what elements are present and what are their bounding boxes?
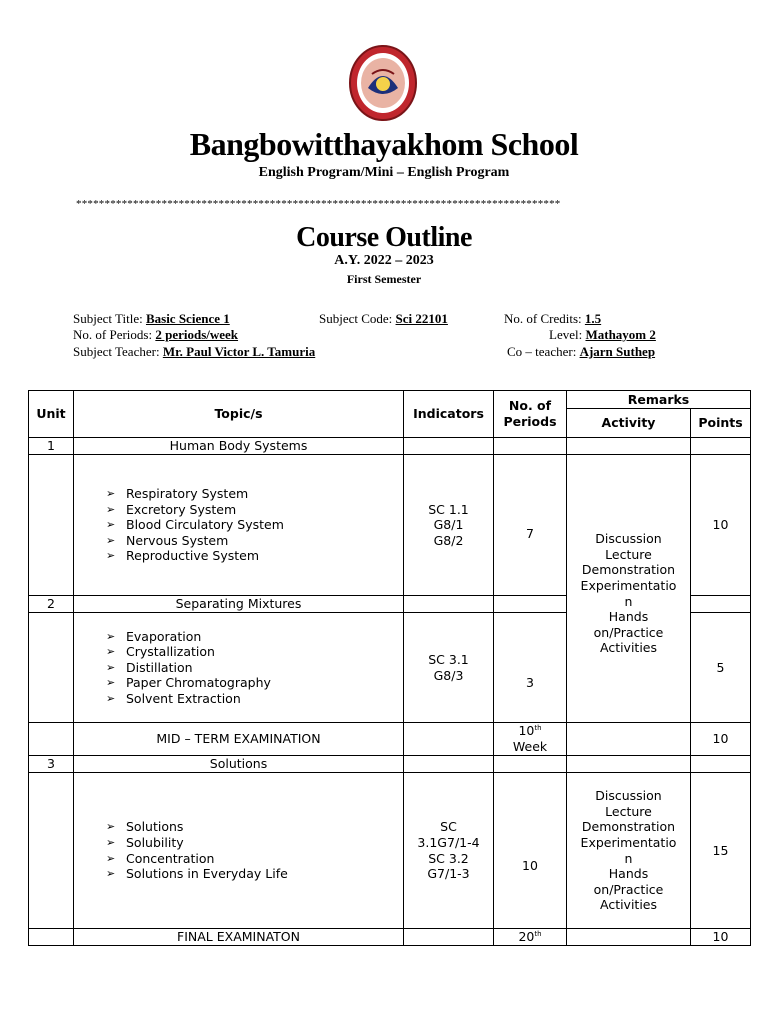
cell-line: Lecture (605, 803, 652, 819)
cell-line: G8/1 (433, 517, 464, 533)
unit1-periods: 7 (494, 455, 567, 596)
periods-field: No. of Periods: 2 periods/week (73, 327, 239, 342)
unit2-periods: 3 (494, 613, 567, 723)
header-indicators: Indicators (404, 391, 494, 438)
coteacher-value: Ajarn Suthep (579, 344, 656, 359)
cell-line: SC 3.2 (428, 850, 469, 866)
topic-item: ➢ Distillation (106, 660, 401, 676)
header-remarks: Remarks (567, 391, 751, 409)
midterm-exam-label: MID – TERM EXAMINATION (74, 723, 404, 756)
cell-line: Demonstration (581, 819, 676, 835)
separator-line: ************************************************************************************* (76, 198, 561, 210)
topic-item: ➢ Solvent Extraction (106, 691, 401, 707)
unit-number: 3 (29, 756, 74, 773)
cell-line: n (624, 593, 633, 609)
subject-code-field: Subject Code: Sci 22101 (319, 311, 448, 326)
teacher-field: Subject Teacher: Mr. Paul Victor L. Tamuria (73, 344, 316, 359)
topic-item: ➢ Nervous System (106, 533, 401, 549)
cell-line: Discussion (595, 531, 662, 547)
document-title: Course Outline (296, 222, 472, 253)
unit3-points: 15 (691, 773, 751, 929)
unit3-periods: 10 (494, 773, 567, 929)
cell-line: Activities (599, 897, 658, 913)
cell-line: G8/2 (433, 532, 464, 548)
level-field: Level: Mathayom 2 (549, 327, 656, 342)
subject-code-value: Sci 22101 (395, 311, 448, 326)
subject-title-value: Basic Science 1 (145, 311, 230, 326)
school-name: Bangbowitthayakhom School (189, 126, 579, 162)
header-activity: Activity (567, 409, 691, 438)
unit1-points: 10 (691, 455, 751, 596)
topic-item: ➢ Solutions in Everyday Life (106, 866, 401, 882)
topic-item: ➢ Solutions (106, 819, 401, 835)
unit-title: Separating Mixtures (74, 596, 404, 613)
unit3-indicators (404, 773, 494, 929)
school-logo (348, 44, 418, 122)
teacher-value: Mr. Paul Victor L. Tamuria (162, 344, 316, 359)
header-topics: Topic/s (74, 391, 404, 438)
academic-year: A.Y. 2022 – 2023 (334, 253, 434, 268)
level-value: Mathayom 2 (585, 327, 656, 342)
topic-item: ➢ Respiratory System (106, 486, 401, 502)
cell-line: SC 1.1 (428, 501, 469, 517)
header-points: Points (691, 409, 751, 438)
unit-number: 1 (29, 438, 74, 455)
unit2-indicators (404, 613, 494, 723)
program-name: English Program/Mini – English Program (258, 165, 510, 180)
unit3-topic-list (76, 819, 401, 881)
cell-line: Lecture (605, 546, 652, 562)
midterm-points: 10 (691, 723, 751, 756)
periods-value: 2 periods/week (155, 327, 239, 342)
cell-line: on/Practice (593, 624, 664, 640)
cell-line: Experimentatio (580, 834, 677, 850)
cell-line: on/Practice (593, 881, 664, 897)
cell-line: Experimentatio (580, 577, 677, 593)
subject-title-field: Subject Title: Basic Science 1 (73, 311, 230, 326)
topic-item: ➢ Evaporation (106, 629, 401, 645)
cell-line: n (624, 850, 633, 866)
cell-line: G7/1-3 (427, 866, 470, 882)
unit1-indicators (404, 455, 494, 596)
course-table (28, 390, 751, 946)
unit-title: Human Body Systems (74, 438, 404, 455)
topic-item: ➢ Excretory System (106, 502, 401, 518)
unit-title: Solutions (74, 756, 404, 773)
cell-line: Hands (608, 609, 649, 625)
unit2-topic-list (76, 629, 401, 707)
cell-line: SC (440, 819, 457, 835)
topic-item: ➢ Blood Circulatory System (106, 517, 401, 533)
unit1-topic-list (76, 486, 401, 564)
header-unit: Unit (29, 391, 74, 438)
unit-number: 2 (29, 596, 74, 613)
cell-line: Discussion (595, 788, 662, 804)
credits-value: 1.5 (584, 311, 602, 326)
cell-line: Activities (599, 640, 658, 656)
topic-item: ➢ Solubility (106, 835, 401, 851)
coteacher-field: Co – teacher: Ajarn Suthep (507, 344, 656, 359)
credits-field: No. of Credits: 1.5 (504, 311, 602, 326)
cell-line: 3.1G7/1-4 (417, 834, 480, 850)
activity-block (567, 455, 691, 723)
semester: First Semester (346, 272, 422, 286)
topic-item: ➢ Crystallization (106, 644, 401, 660)
header-periods: No. of Periods (494, 391, 567, 438)
final-exam-label: FINAL EXAMINATON (74, 929, 404, 946)
unit2-points: 5 (691, 613, 751, 723)
topic-item: ➢ Paper Chromatography (106, 675, 401, 691)
cell-line: Demonstration (581, 562, 676, 578)
final-week: 20th (494, 929, 567, 946)
topic-item: ➢ Concentration (106, 851, 401, 867)
cell-line: SC 3.1 (428, 651, 469, 667)
unit3-activity (567, 773, 691, 929)
cell-line: G8/3 (433, 667, 464, 683)
cell-line: Hands (608, 866, 649, 882)
midterm-week: 10th Week (494, 723, 567, 756)
final-points: 10 (691, 929, 751, 946)
topic-item: ➢ Reproductive System (106, 548, 401, 564)
